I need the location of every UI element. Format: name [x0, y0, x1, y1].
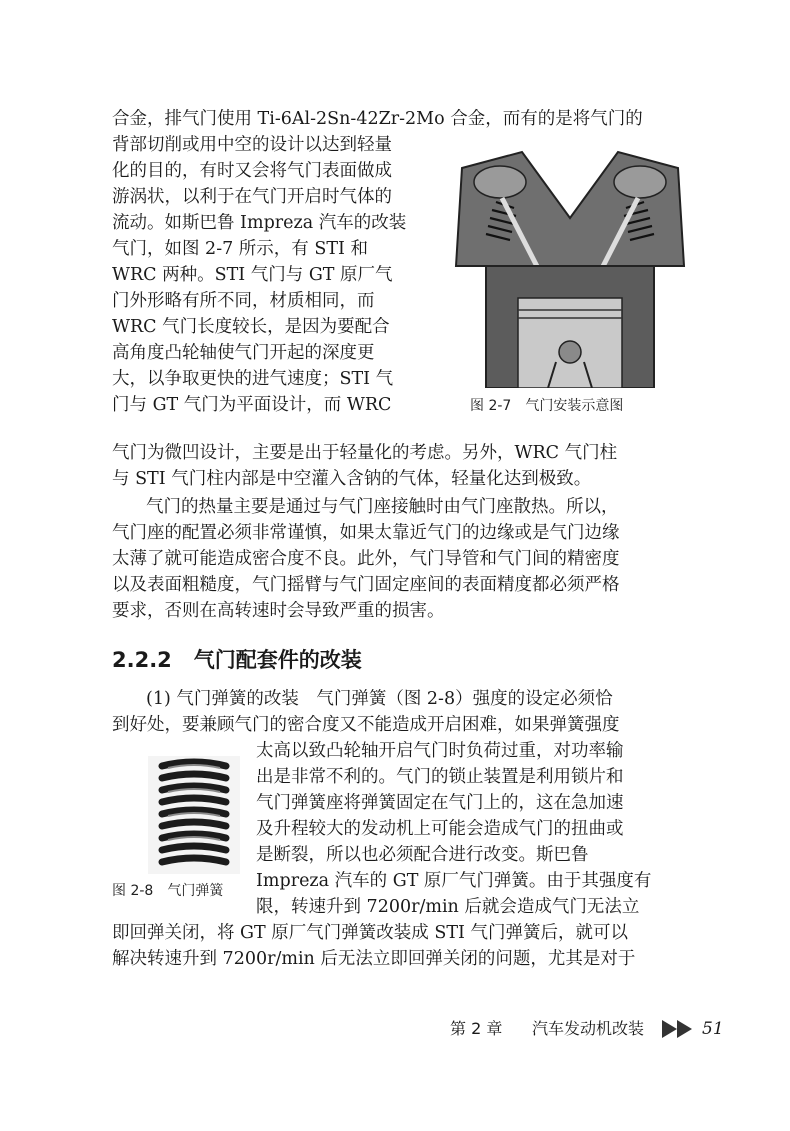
page-number: 51: [702, 1019, 724, 1039]
figure-2-7-caption: 图 2-7 气门安装示意图: [470, 398, 624, 414]
text-line: 与 STI 气门柱内部是中空灌入含钠的气体，轻量化达到极致。: [112, 469, 592, 489]
footer-chapter: 第 2 章: [450, 1019, 503, 1038]
text-line: 气门，如图 2-7 所示，有 STI 和: [112, 239, 369, 259]
text-line: WRC 气门长度较长，是因为要配合: [112, 317, 390, 337]
text-line: 大，以争取更快的进气速度；STI 气: [112, 369, 394, 389]
section-heading: [112, 646, 362, 674]
text-line: 门与 GT 气门为平面设计，而 WRC: [112, 395, 392, 415]
footer-title: 汽车发动机改装: [532, 1019, 645, 1038]
text-line: 气门的热量主要是通过与气门座接触时由气门座散热。所以，: [146, 497, 619, 517]
text-line: 即回弹关闭，将 GT 原厂气门弹簧改装成 STI 气门弹簧后，就可以: [112, 923, 628, 943]
text-line: 出是非常不利的。气门的锁止装置是利用锁片和: [256, 767, 624, 787]
text-line: 到好处，要兼顾气门的密合度又不能造成开启困难，如果弹簧强度: [112, 715, 620, 735]
text-line: 背部切削或用中空的设计以达到轻量: [112, 135, 392, 155]
text-line: 门外形略有所不同，材质相同，而: [112, 291, 375, 311]
section-number: 2.2.2: [112, 648, 172, 672]
page-footer: [450, 1016, 730, 1042]
valve-spring-figure: [148, 756, 240, 874]
double-arrow-icon: [662, 1020, 694, 1038]
text-line: 要求，否则在高转速时会导致严重的损害。: [112, 601, 445, 621]
text-line: 是断裂，所以也必须配合进行改变。斯巴鲁: [256, 845, 589, 865]
text-line: 游涡状，以利于在气门开启时气体的: [112, 187, 392, 207]
text-line: 太高以致凸轮轴开启气门时负荷过重，对功率输: [256, 741, 624, 761]
text-line: 流动。如斯巴鲁 Impreza 汽车的改装: [112, 213, 407, 233]
text-line: Impreza 汽车的 GT 原厂气门弹簧。由于其强度有: [256, 871, 652, 891]
text-line: 及升程较大的发动机上可能会造成气门的扭曲或: [256, 819, 624, 839]
text-line: 化的目的，有时又会将气门表面做成: [112, 161, 392, 181]
text-line: 以及表面粗糙度，气门摇臂与气门固定座间的表面精度都必须严格: [112, 575, 620, 595]
section-title: 气门配套件的改装: [193, 648, 362, 672]
text-line: 高角度凸轮轴使气门开起的深度更: [112, 343, 375, 363]
text-line: 限，转速升到 7200r/min 后就会造成气门无法立: [256, 897, 640, 917]
valve-installation-figure: [452, 148, 688, 388]
text-line: 气门弹簧座将弹簧固定在气门上的，这在急加速: [256, 793, 624, 813]
text-line: WRC 两种。STI 气门与 GT 原厂气: [112, 265, 393, 285]
text-line: 太薄了就可能造成密合度不良。此外，气门导管和气门间的精密度: [112, 549, 620, 569]
text-line: 气门座的配置必须非常谨慎，如果太靠近气门的边缘或是气门边缘: [112, 523, 620, 543]
text-line: 气门为微凹设计，主要是出于轻量化的考虑。另外，WRC 气门柱: [112, 443, 618, 463]
text-line: 合金，排气门使用 Ti-6Al-2Sn-42Zr-2Mo 合金，而有的是将气门的: [112, 109, 643, 129]
text-line: 解决转速升到 7200r/min 后无法立即回弹关闭的问题，尤其是对于: [112, 949, 636, 969]
text-line: (1) 气门弹簧的改装 气门弹簧（图 2-8）强度的设定必须恰: [146, 689, 613, 709]
figure-2-8-caption: 图 2-8 气门弹簧: [112, 883, 224, 899]
